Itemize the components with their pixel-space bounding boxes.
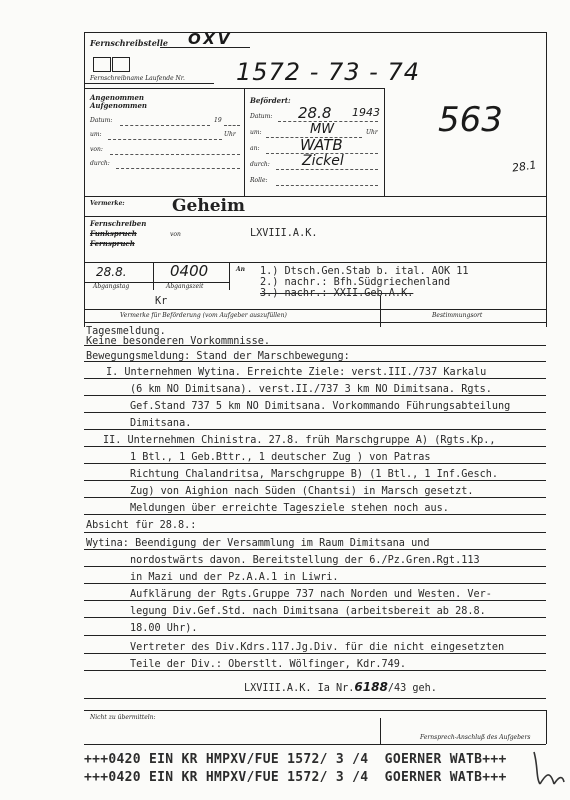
befoerdert-rolle-label: Rolle:: [250, 177, 268, 184]
teleprinter-line-2: +++0420 EIN KR HMPXV/FUE 1572/ 3 /4 GOERNER WATB+++: [84, 770, 507, 785]
recipient-1: 1.) Dtsch.Gen.Stab b. ital. AOK 11: [260, 266, 469, 277]
handwritten-number: 1572 - 73 - 74: [236, 58, 420, 86]
sender-unit: LXVIII.A.K.: [250, 228, 318, 239]
bestimmungsort-label: Bestimmungsort: [432, 312, 483, 319]
befoerdert-year-value: 1943: [352, 106, 380, 119]
line-vertreter: Vertreter des Div.Kdrs.117.Jg.Div. für die nicht eingesetzten: [130, 642, 505, 653]
line-chinistra-4: Zug) von Aighion nach Süden (Chantsi) in Marsch gesetzt.: [130, 486, 474, 497]
nicht-zu-uebermitteln-label: Nicht zu übermitteln:: [90, 714, 156, 721]
classification-geheim: Geheim: [172, 196, 245, 216]
signature-prefix: LXVIII.A.K. Ia Nr.: [244, 683, 355, 694]
line-keine-vorkommnisse: Keine besonderen Vorkommnisse.: [86, 336, 271, 347]
befoerdert-an-label: an:: [250, 145, 260, 152]
von-label: von: [170, 231, 181, 238]
abgangstag-label: Abgangstag: [93, 283, 130, 290]
line-chinistra-3: Richtung Chalandritsa, Marschgruppe B) (1 Btl., 1 Inf.Gesch.: [130, 469, 499, 480]
funkspruch-label: Funkspruch: [90, 229, 137, 238]
form-right-border: [546, 32, 547, 327]
line-wytina-3: Gef.Stand 737 5 km NO Dimitsana. Vorkommando Führungsabteilung: [130, 401, 511, 412]
margin-small-note: 28.1: [511, 158, 538, 175]
angenommen-um-label: um:: [90, 131, 102, 138]
line-wytina-4: Dimitsana.: [130, 418, 192, 429]
an-label: An: [236, 266, 246, 273]
fernsprech-anschluss-label: Fernsprech-Anschluß des Aufgebers: [420, 734, 531, 741]
angenommen-datum-label: Datum:: [90, 117, 113, 124]
line-absicht-2: nordostwärts davon. Bereitstellung der 6./Pz.Gren.Rgt.113: [130, 555, 480, 566]
befoerdert-um-value: MW: [310, 122, 335, 137]
angenommen-label: Angenommen: [90, 93, 144, 102]
befoerdert-datum-value: 28.8: [298, 104, 332, 122]
befoerdert-um-label: um:: [250, 129, 262, 136]
fernschreibstelle-label: Fernschreibstelle: [90, 38, 168, 48]
recipient-2: 2.) nachr.: Bfh.Südgriechenland: [260, 277, 451, 288]
handwritten-initials-icon: [528, 744, 568, 790]
line-wytina-2: (6 km NO Dimitsana). verst.II./737 3 km NO Dimitsana. Rgts.: [130, 384, 492, 395]
line-tagesmeldung: Tagesmeldung.: [86, 326, 166, 337]
line-absicht: Absicht für 28.8.:: [86, 520, 197, 531]
line-bewegungsmeldung: Bewegungsmeldung: Stand der Marschbewegung:: [86, 351, 350, 362]
line-absicht-3: in Mazi und der Pz.A.A.1 in Liwri.: [130, 572, 339, 583]
angenommen-year: 19: [214, 117, 222, 124]
line-chinistra-2: 1 Btl., 1 Geb.Bttr., 1 deutscher Zug ) von Patras: [130, 452, 431, 463]
befoerdert-uhr-label: Uhr: [366, 129, 378, 136]
line-vertreter-2: Teile der Div.: Oberstlt. Wölfinger, Kdr.749.: [130, 659, 407, 670]
kr-marker: Kr: [155, 296, 168, 307]
aufgenommen-label: Aufgenommen: [90, 101, 147, 110]
form-top-border: [84, 32, 546, 33]
signature-suffix: /43 geh.: [387, 683, 437, 694]
form-number-box-2: [112, 57, 130, 72]
line-unternehmen-chinistra: II. Unternehmen Chinistra. 27.8. früh Marschgruppe A) (Rgts.Kp.,: [103, 435, 496, 446]
form-number-box-1: [93, 57, 111, 72]
fernspruch-label: Fernspruch: [90, 239, 135, 248]
line-absicht-6: 18.00 Uhr).: [130, 623, 198, 634]
line-absicht-5: legung Div.Gef.Std. nach Dimitsana (arbeitsbereit ab 28.8.: [130, 606, 486, 617]
befoerdert-an-value: WATB: [300, 136, 343, 154]
fernschreiben-label: Fernschreiben: [90, 219, 147, 228]
line-chinistra-5: Meldungen über erreichte Tagesziele stehen noch aus.: [130, 503, 449, 514]
befoerdert-datum-label: Datum:: [250, 113, 273, 120]
line-absicht-wytina: Wytina: Beendigung der Versammlung im Raum Dimitsana und: [86, 538, 430, 549]
dispatch-date: 28.8.: [96, 265, 127, 279]
teleprinter-line-1: +++0420 EIN KR HMPXV/FUE 1572/ 3 /4 GOERNER WATB+++: [84, 752, 507, 767]
line-unternehmen-wytina: I. Unternehmen Wytina. Erreichte Ziele: verst.III./737 Karkalu: [106, 367, 487, 378]
station-code: OXV: [188, 30, 233, 48]
line-absicht-4: Aufklärung der Rgts.Gruppe 737 nach Norden und Westen. Ver-: [130, 589, 492, 600]
fernschreibname-label: Fernschreibname Laufende Nr.: [90, 75, 185, 82]
signature-line: [244, 680, 437, 694]
vermerke-label: Vermerke:: [90, 200, 125, 207]
angenommen-uhr-label: Uhr: [224, 131, 236, 138]
signature-number: 6188: [354, 680, 388, 694]
befoerdert-durch-value: Zickel: [302, 153, 344, 169]
dispatch-time: 0400: [170, 262, 209, 280]
befoerdert-label: Befördert:: [250, 96, 291, 105]
recipient-3: 3.) nachr.: XXII.Geb.A.K.: [260, 288, 414, 299]
befoerdert-durch-label: durch:: [250, 161, 270, 168]
angenommen-von-label: von:: [90, 146, 103, 153]
vermerke-befoerderung-label: Vermerke für Beförderung (vom Aufgeber auszufüllen): [120, 312, 287, 319]
margin-number: 563: [438, 100, 503, 140]
abgangszeit-label: Abgangszeit: [166, 283, 204, 290]
angenommen-durch-label: durch:: [90, 160, 110, 167]
